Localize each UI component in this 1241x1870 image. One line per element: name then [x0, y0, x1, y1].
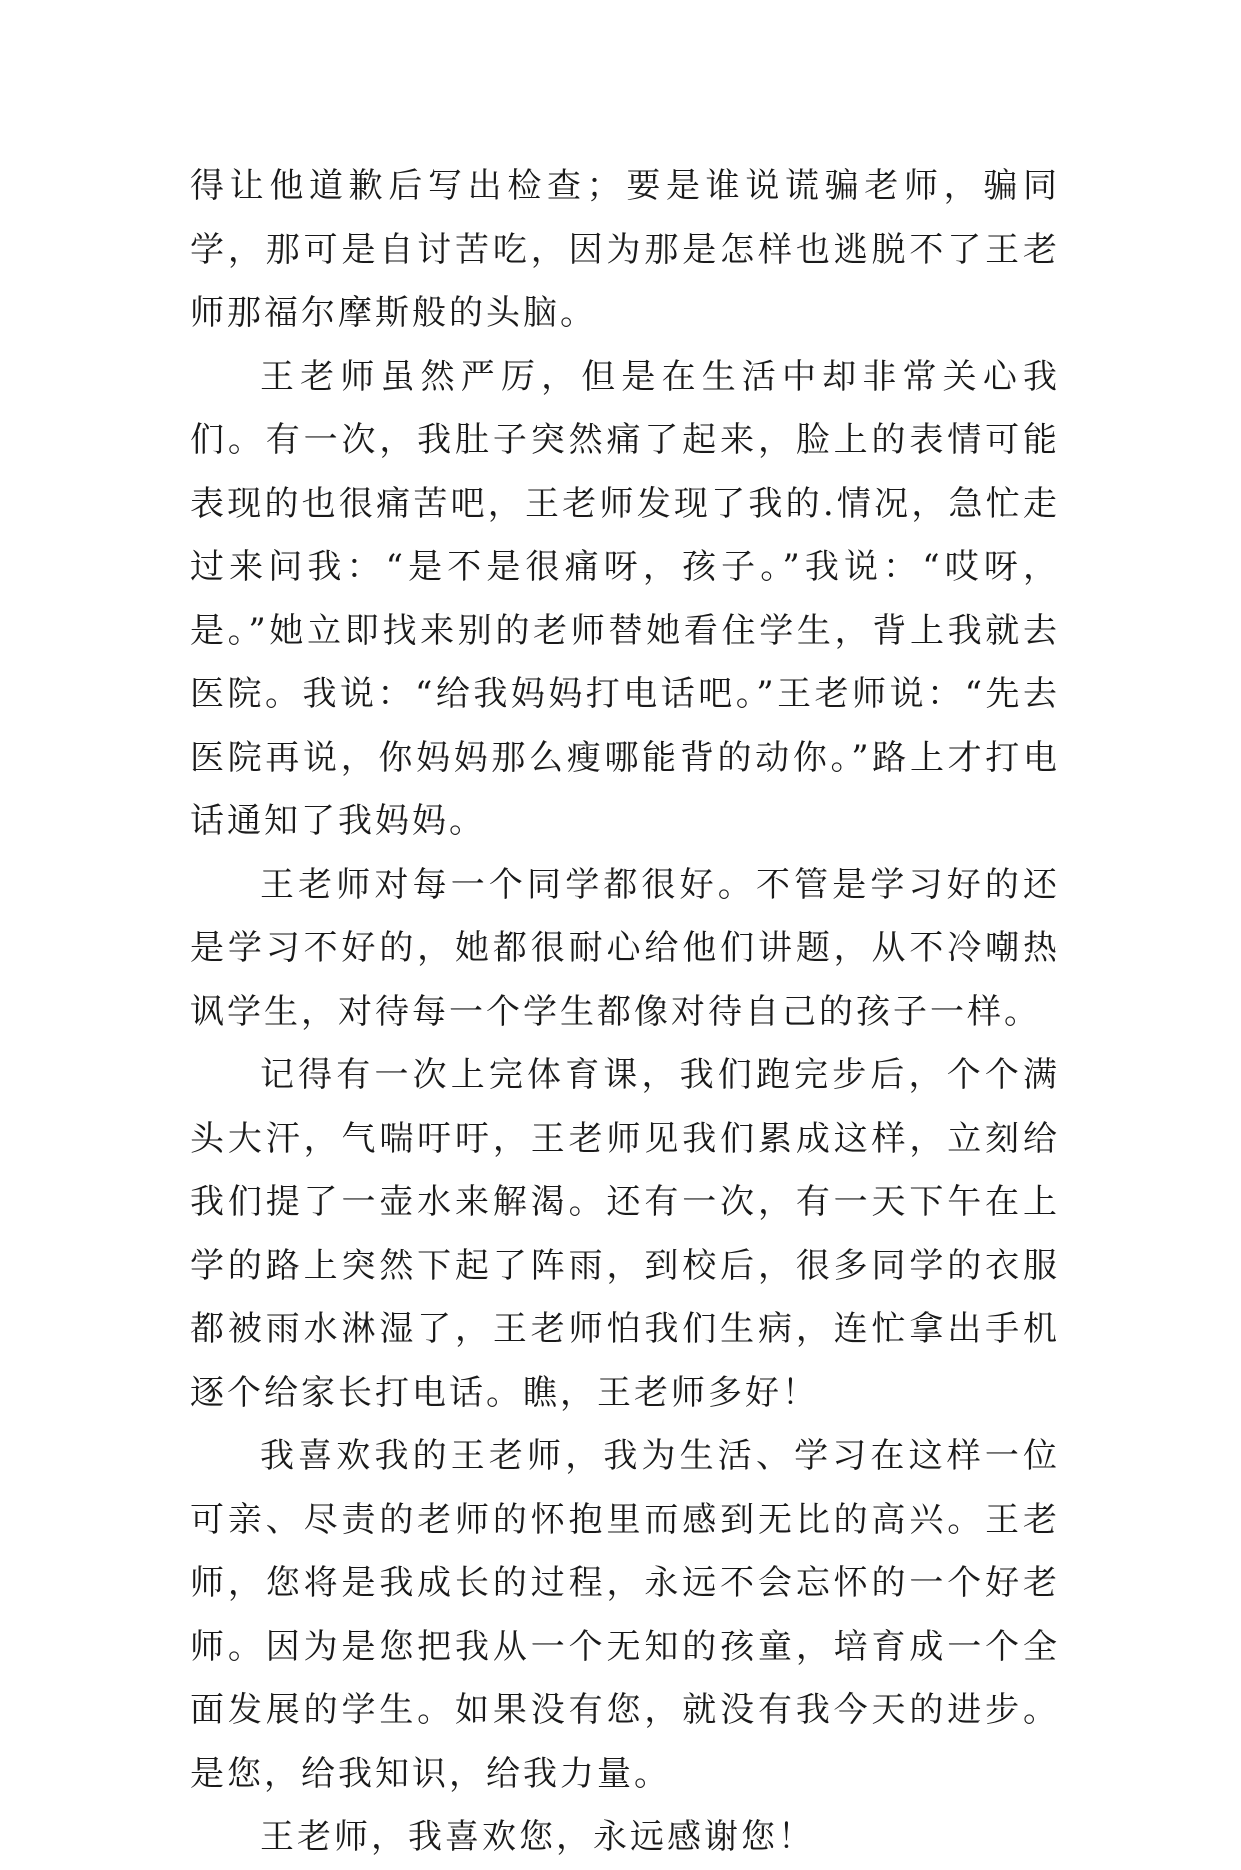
- paragraph-continuation: 得让他道歉后写出检查；要是谁说谎骗老师，骗同学，那可是自讨苦吃，因为那是怎样也逃脱不了王老师那福尔摩斯般的头脑。: [190, 166, 1060, 333]
- paragraph-kind-to-all: 王老师对每一个同学都很好。不管是学习好的还是学习不好的，她都很耐心给他们讲题，从不冷嘲热讽学生，对待每一个学生都像对待自己的孩子一样。: [190, 864, 1060, 1032]
- paragraph-gratitude: 我喜欢我的王老师，我为生活、学习在这样一位可亲、尽责的老师的怀抱里而感到无比的高兴。王老师，您将是我成长的过程，永远不会忘怀的一个好老师。因为是您把我从一个无知的孩童，培育成一个全面发展的学生。如果没有您，就没有我今天的进步。是您，给我知识，给我力量。: [190, 1436, 1060, 1794]
- paragraph-closing: 王老师，我喜欢您，永远感谢您！: [260, 1817, 815, 1857]
- paragraph-strict-but-caring: 王老师虽然严厉，但是在生活中却非常关心我们。有一次，我肚子突然痛了起来，脸上的表情可能表现的也很痛苦吧，王老师发现了我的.情况，急忙走过来问我：“是不是很痛呀，孩子。”我说：“哎呀，是。”她立即找来别的老师替她看住学生，背上我就去医院。我说：“给我妈妈打电话吧。”王老师说：“先去医院再说，你妈妈那么瘦哪能背的动你。”路上才打电话通知了我妈妈。: [190, 356, 1060, 841]
- document-body: [190, 155, 1060, 1870]
- paragraph-after-pe-class: 记得有一次上完体育课，我们跑完步后，个个满头大汗，气喘吁吁，王老师见我们累成这样，立刻给我们提了一壶水来解渴。还有一次，有一天下午在上学的路上突然下起了阵雨，到校后，很多同学的衣服都被雨水淋湿了，王老师怕我们生病，连忙拿出手机逐个给家长打电话。瞧，王老师多好！: [190, 1055, 1060, 1413]
